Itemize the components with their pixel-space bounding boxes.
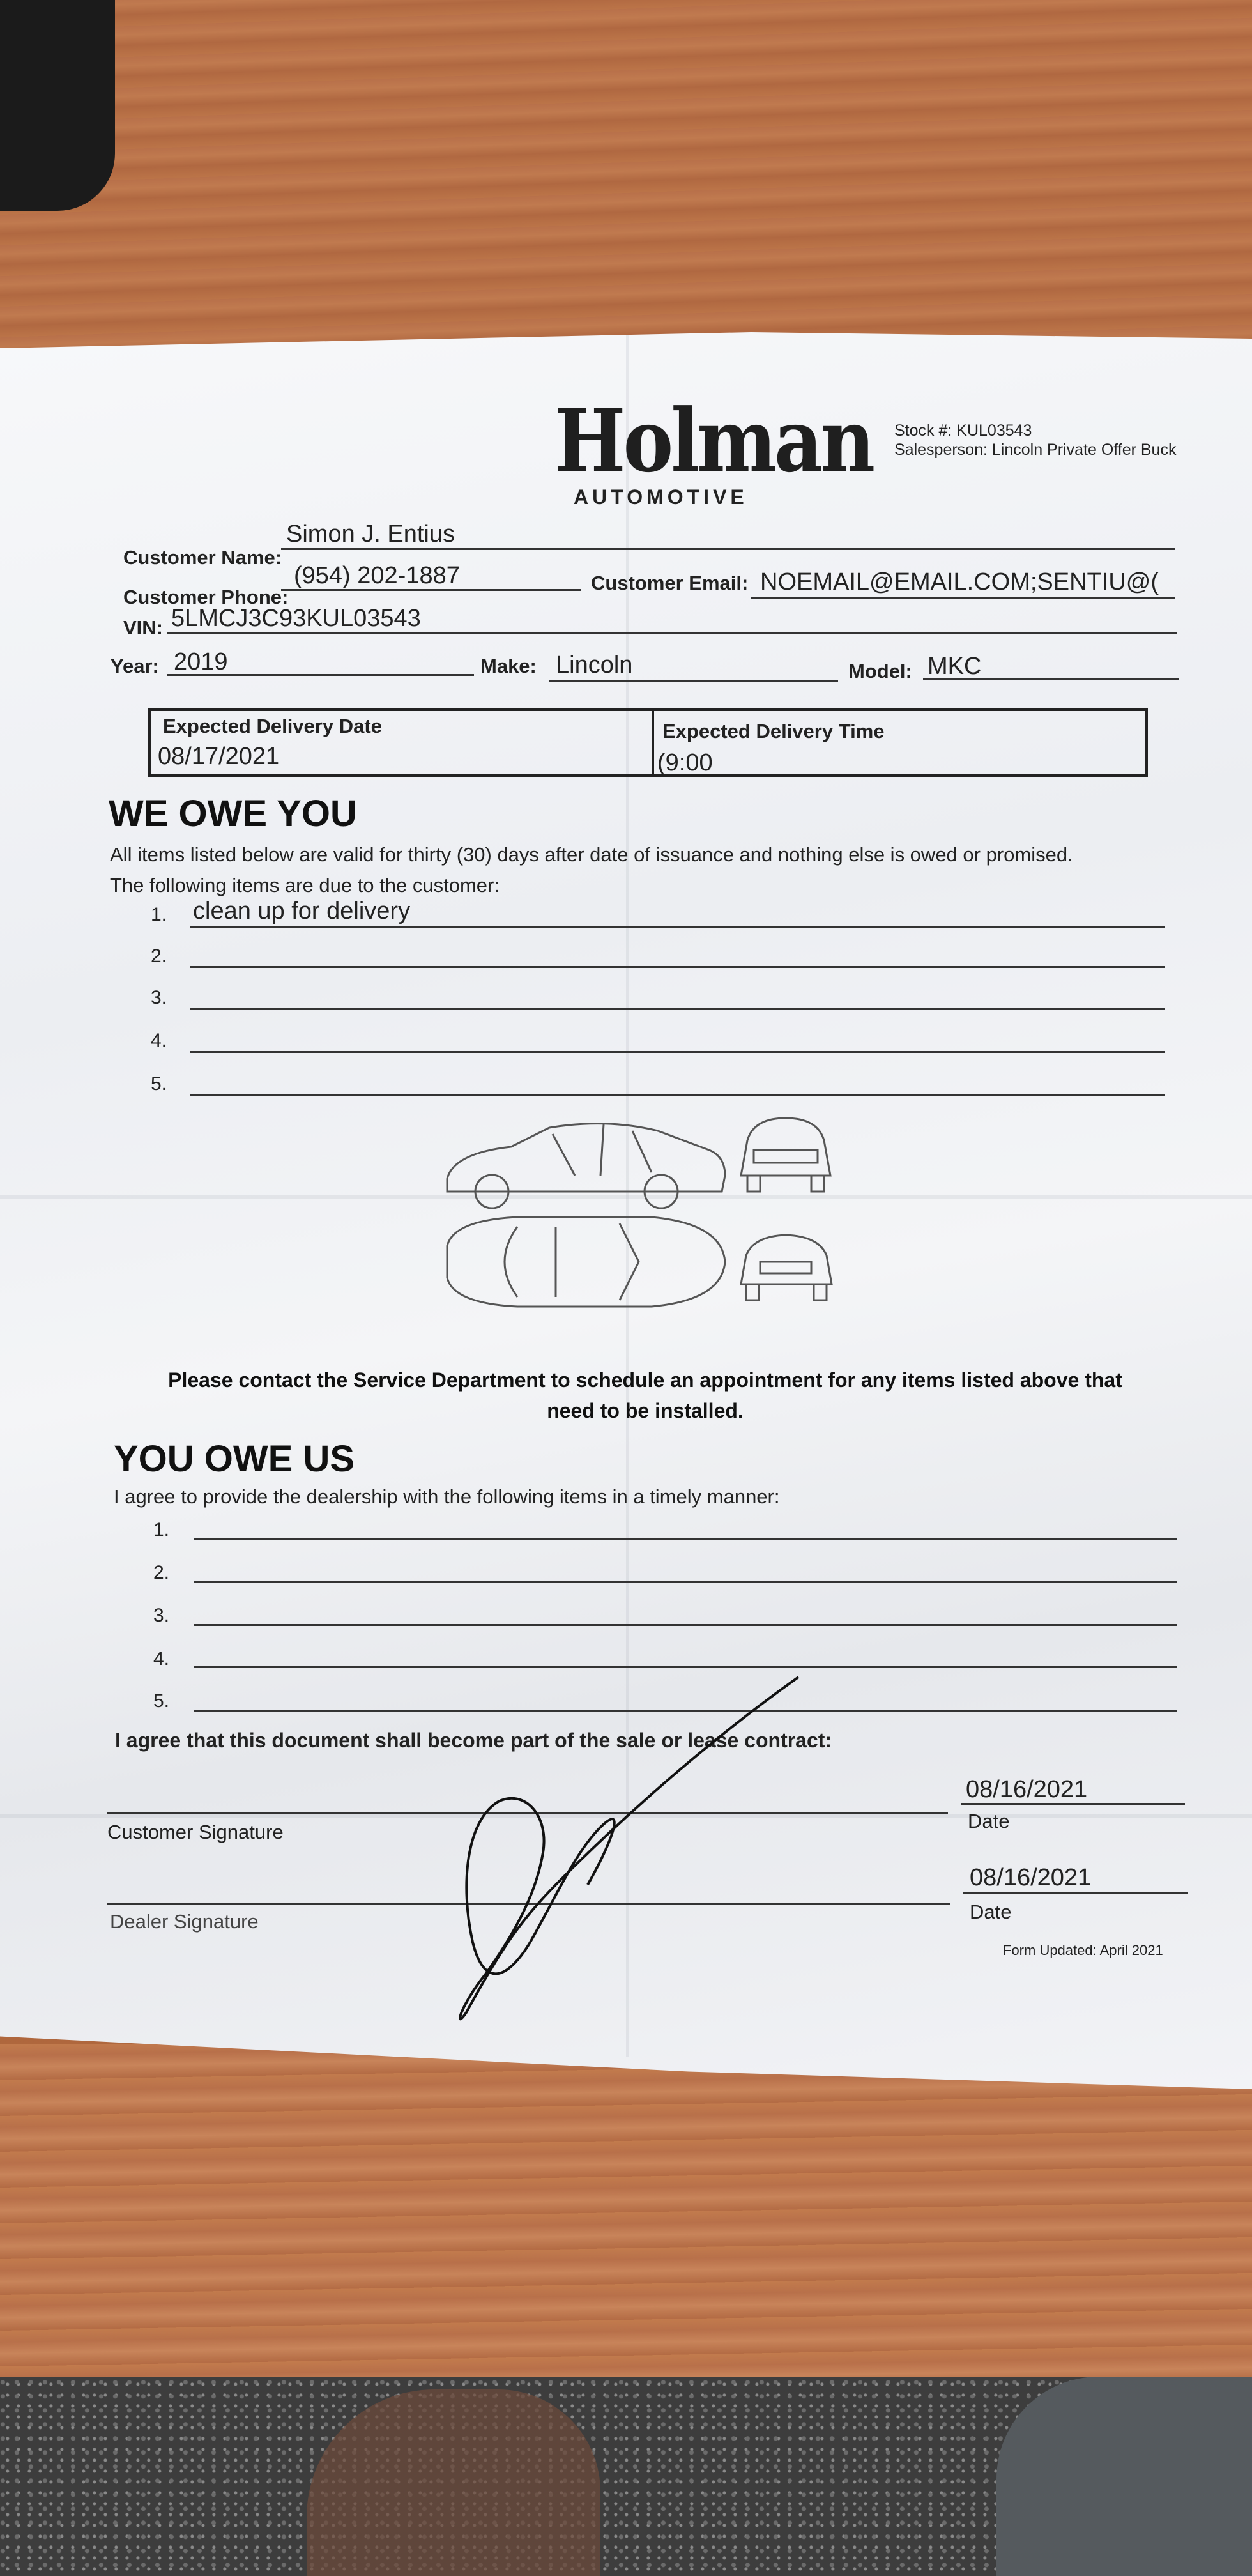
we-owe-line-1: [190, 926, 1165, 928]
delivery-time-label: Expected Delivery Time: [662, 720, 885, 742]
salesperson-label: Salesperson:: [894, 441, 988, 459]
dealer-signature-scribble: [447, 1674, 830, 2032]
delivery-date-label: Expected Delivery Date: [163, 715, 382, 737]
we-owe-item-number: 3.: [151, 987, 167, 1008]
delivery-time-value: (9:00: [657, 749, 713, 776]
we-owe-item-number: 5.: [151, 1073, 167, 1094]
we-owe-line-5: [190, 1094, 1165, 1096]
delivery-date-value: 08/17/2021: [158, 743, 280, 770]
we-owe-item-number: 2.: [151, 946, 167, 967]
year-label: Year:: [111, 655, 159, 677]
customer-date-label: Date: [968, 1810, 1010, 1832]
customer-phone-value: (954) 202-1887: [294, 562, 460, 589]
model-label: Model:: [848, 660, 912, 682]
wood-table-bottom: [0, 2044, 1252, 2377]
dealer-date-value: 08/16/2021: [970, 1864, 1092, 1891]
vehicle-diagram: [441, 1115, 862, 1326]
you-owe-item-number: 2.: [153, 1562, 170, 1583]
car-top-view: [447, 1217, 725, 1307]
you-owe-line-2: [194, 1581, 1177, 1583]
delivery-box: [148, 708, 1148, 777]
make-line: [549, 680, 838, 682]
leg-shadow: [996, 2377, 1252, 2576]
form-updated-note: Form Updated: April 2021: [1003, 1942, 1163, 1958]
contract-agreement-text: I agree that this document shall become part of the sale or lease contract:: [115, 1729, 832, 1752]
you-owe-line-3: [194, 1624, 1177, 1626]
holman-logo: Holman: [554, 389, 873, 492]
vin-line: [167, 632, 1177, 634]
customer-date-value: 08/16/2021: [966, 1776, 1088, 1803]
we-owe-line-2: [190, 966, 1165, 968]
make-label: Make:: [480, 655, 537, 677]
customer-email-label: Customer Email:: [591, 572, 749, 594]
customer-phone-line: [281, 589, 581, 591]
you-owe-line-1: [194, 1538, 1177, 1540]
you-owe-item-number: 1.: [153, 1519, 170, 1540]
we-owe-due-text: The following items are due to the customer:: [110, 874, 500, 896]
salesperson-field: [894, 441, 1176, 459]
customer-signature-label: Customer Signature: [107, 1821, 284, 1843]
stock-field: [894, 422, 1032, 440]
make-value: Lincoln: [556, 652, 633, 678]
dealer-date-label: Date: [970, 1901, 1012, 1923]
dealer-signature-label: Dealer Signature: [110, 1910, 259, 1933]
dealer-date-line: [963, 1892, 1188, 1894]
we-owe-line-3: [190, 1008, 1165, 1010]
wood-table-top: [0, 0, 1252, 358]
year-line: [167, 674, 474, 676]
salesperson-value: Lincoln Private Offer Buck: [991, 441, 1177, 459]
service-notice-line-2: need to be installed.: [547, 1399, 744, 1422]
car-side-view: [447, 1124, 725, 1208]
customer-name-line: [281, 548, 1175, 550]
we-owe-item-number: 1.: [151, 904, 167, 925]
you-owe-item-number: 4.: [153, 1648, 170, 1669]
we-owe-item-1: clean up for delivery: [193, 898, 411, 924]
you-owe-agreement-text: I agree to provide the dealership with the following items in a timely manner:: [114, 1485, 780, 1508]
car-front-view: [741, 1118, 830, 1192]
we-owe-item-number: 4.: [151, 1030, 167, 1051]
stock-value: KUL03543: [956, 422, 1032, 440]
dark-object: [0, 0, 115, 211]
we-owe-you-title: WE OWE YOU: [109, 793, 357, 834]
we-owe-validity-text: All items listed below are valid for thirty (30) days after date of issuance and nothing else is owed or promised.: [110, 843, 1073, 866]
customer-email-line: [751, 597, 1175, 599]
you-owe-us-title: YOU OWE US: [114, 1438, 355, 1480]
customer-email-value: NOEMAIL@EMAIL.COM;SENTIU@(: [760, 569, 1159, 595]
service-notice-line-1: Please contact the Service Department to schedule an appointment for any items listed above that: [168, 1368, 1122, 1392]
you-owe-item-number: 3.: [153, 1605, 170, 1626]
model-value: MKC: [928, 653, 982, 680]
car-rear-view: [741, 1235, 832, 1300]
you-owe-item-number: 5.: [153, 1690, 170, 1712]
vin-value: 5LMCJ3C93KUL03543: [171, 605, 421, 632]
we-owe-line-4: [190, 1051, 1165, 1053]
delivery-box-divider: [652, 711, 654, 774]
vin-label: VIN:: [123, 617, 163, 639]
year-value: 2019: [174, 648, 228, 675]
customer-date-line: [961, 1803, 1185, 1805]
customer-phone-label: Customer Phone:: [123, 586, 289, 608]
customer-name-label: Customer Name:: [123, 546, 282, 569]
logo-subtitle: AUTOMOTIVE: [574, 486, 748, 509]
you-owe-line-4: [194, 1666, 1177, 1668]
stock-label: Stock #:: [894, 422, 952, 440]
customer-name-value: Simon J. Entius: [286, 521, 455, 548]
model-line: [923, 678, 1179, 680]
